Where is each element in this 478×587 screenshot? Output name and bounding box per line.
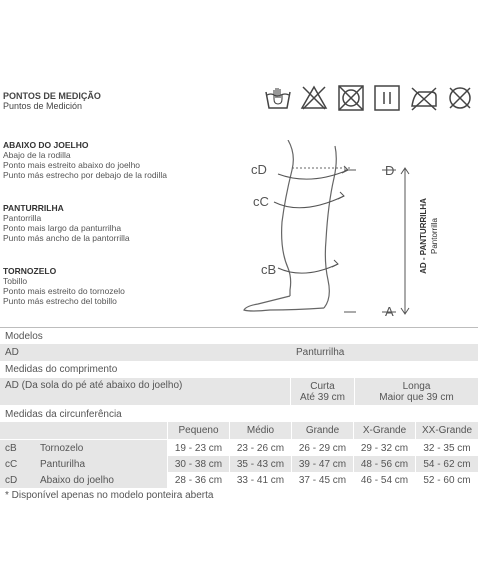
vertical-label-main: AD - PANTURRILHA bbox=[419, 198, 428, 274]
table-row bbox=[0, 456, 478, 472]
ad-row bbox=[0, 344, 478, 361]
section-sub: Tobillo bbox=[3, 276, 28, 286]
leg-front-outline bbox=[324, 146, 336, 308]
table-row bbox=[0, 472, 478, 488]
no-iron-icon bbox=[409, 84, 439, 112]
length-short-detail: Até 39 cm bbox=[299, 391, 346, 403]
row-value: 28 - 36 cm bbox=[167, 472, 229, 488]
care-icons bbox=[264, 84, 475, 112]
vertical-label bbox=[418, 156, 442, 316]
label-a: A bbox=[385, 304, 394, 319]
size-x-large: X-Grande bbox=[353, 422, 415, 439]
row-value: 19 - 23 cm bbox=[167, 440, 229, 456]
row-code: cD bbox=[5, 474, 18, 486]
footnote-row bbox=[0, 488, 478, 502]
row-value: 32 - 35 cm bbox=[415, 440, 478, 456]
section-title: PANTURRILHA bbox=[3, 203, 64, 213]
no-bleach-icon bbox=[300, 84, 328, 112]
section-line: Ponto mais estreito do tornozelo bbox=[3, 286, 125, 296]
row-label-cell bbox=[0, 472, 167, 488]
row-value: 26 - 29 cm bbox=[291, 440, 353, 456]
size-large: Grande bbox=[291, 422, 353, 439]
models-label: Modelos bbox=[5, 330, 43, 342]
section-line: Ponto mais largo da panturrilha bbox=[3, 223, 122, 233]
row-value: 39 - 47 cm bbox=[291, 456, 353, 472]
row-value: 30 - 38 cm bbox=[167, 456, 229, 472]
section-calf bbox=[3, 203, 130, 243]
ellipse-cd bbox=[278, 170, 348, 179]
row-value: 37 - 45 cm bbox=[291, 472, 353, 488]
row-value: 54 - 62 cm bbox=[415, 456, 478, 472]
no-dry-clean-icon bbox=[446, 84, 474, 112]
row-value: 48 - 56 cm bbox=[353, 456, 415, 472]
measurement-points-title: PONTOS DE MEDIÇÃO bbox=[3, 91, 101, 101]
section-line: Punto más estrecho del tobillo bbox=[3, 296, 117, 306]
measurement-points-subtitle: Puntos de Medición bbox=[3, 101, 83, 111]
label-d: D bbox=[385, 163, 395, 178]
leg-diagram bbox=[240, 140, 440, 320]
length-desc: AD (Da sola do pé até abaixo do joelho) bbox=[0, 378, 290, 405]
section-line: Ponto mais estreito abaixo do joelho bbox=[3, 160, 141, 170]
row-value: 33 - 41 cm bbox=[229, 472, 291, 488]
row-code: cC bbox=[5, 458, 18, 470]
table-row bbox=[0, 440, 478, 456]
label-cb: cB bbox=[261, 262, 277, 277]
length-short bbox=[290, 378, 354, 405]
size-small: Pequeno bbox=[167, 422, 229, 439]
row-code: cB bbox=[5, 442, 17, 454]
size-medium: Médio bbox=[229, 422, 291, 439]
label-cc: cC bbox=[253, 194, 269, 209]
length-row bbox=[0, 378, 478, 405]
vertical-label-sub: Pantorrilla bbox=[430, 218, 439, 255]
section-title: TORNOZELO bbox=[3, 266, 57, 276]
section-line: Punto más estrecho por debajo de la rodilla bbox=[3, 170, 167, 180]
sizes-header-blank bbox=[0, 422, 167, 439]
sizes-header-row bbox=[0, 422, 478, 439]
ad-label: AD bbox=[5, 347, 19, 358]
row-value: 52 - 60 cm bbox=[415, 472, 478, 488]
section-ankle bbox=[3, 266, 125, 306]
hand-wash-icon bbox=[264, 84, 292, 112]
row-name: Abaixo do joelho bbox=[40, 474, 114, 486]
footnote: * Disponível apenas no modelo ponteira aberta bbox=[5, 489, 214, 501]
row-value: 35 - 43 cm bbox=[229, 456, 291, 472]
row-value: 29 - 32 cm bbox=[353, 440, 415, 456]
section-title: ABAIXO DO JOELHO bbox=[3, 140, 89, 150]
length-label: Medidas do comprimento bbox=[5, 363, 118, 375]
row-value: 46 - 54 cm bbox=[353, 472, 415, 488]
size-xx-large: XX-Grande bbox=[415, 422, 478, 439]
no-tumble-dry-icon bbox=[337, 84, 365, 112]
row-value: 23 - 26 cm bbox=[229, 440, 291, 456]
row-name: Panturilha bbox=[40, 458, 86, 470]
circumference-header-row bbox=[0, 406, 478, 422]
section-line: Punto más ancho de la pantorrilla bbox=[3, 233, 130, 243]
length-long-detail: Maior que 39 cm bbox=[379, 391, 454, 403]
circumference-label: Medidas da circunferência bbox=[5, 408, 122, 420]
line-dry-icon bbox=[373, 84, 401, 112]
label-cd: cD bbox=[251, 162, 267, 177]
section-sub: Abajo de la rodilla bbox=[3, 150, 71, 160]
section-below-knee bbox=[3, 140, 167, 180]
length-long bbox=[354, 378, 478, 405]
row-label-cell bbox=[0, 456, 167, 472]
row-label-cell bbox=[0, 440, 167, 456]
row-name: Tornozelo bbox=[40, 442, 84, 454]
section-sub: Pantorrilla bbox=[3, 213, 42, 223]
length-short-name: Curta bbox=[310, 380, 335, 392]
ad-value: Panturrilha bbox=[296, 347, 345, 358]
models-header-row bbox=[0, 327, 478, 344]
length-long-name: Longa bbox=[402, 380, 431, 392]
foot-outline bbox=[244, 296, 324, 311]
length-header-row bbox=[0, 361, 478, 377]
